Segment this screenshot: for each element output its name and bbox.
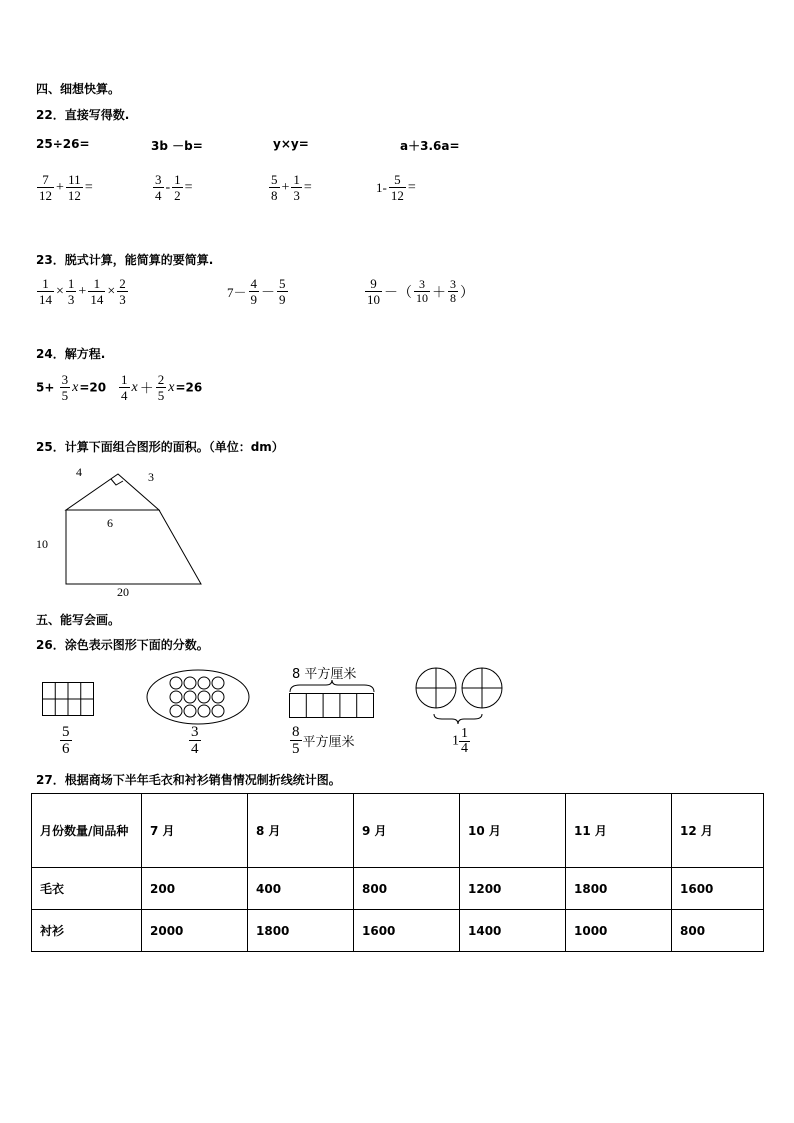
q22-expr-1: 25÷26= <box>36 137 90 151</box>
table-cell: 1800 <box>566 868 672 910</box>
table-header-row <box>32 794 764 868</box>
top-brace <box>290 680 374 692</box>
table-row <box>32 868 764 910</box>
q24-equation-2: $\frac{1}{4}$ x ＋ $\frac{2}{5}$ x=26 <box>121 372 203 403</box>
table-header-cell: 9 月 <box>354 794 460 868</box>
triangle-shape <box>66 474 159 510</box>
q25-composite-figure <box>30 460 220 600</box>
table-cell: 2000 <box>142 910 248 952</box>
table-row <box>32 910 764 952</box>
label-bottom: 20 <box>117 585 129 599</box>
table-cell: 1000 <box>566 910 672 952</box>
bottom-brace <box>434 714 482 724</box>
table-cell: 800 <box>354 868 460 910</box>
q24-equation-1: 5+ $\frac{3}{5}$ x=20 <box>36 372 107 403</box>
trapezoid-shape <box>66 510 201 584</box>
table-cell: 1600 <box>354 910 460 952</box>
q26-title: 26．涂色表示图形下面的分数。 <box>36 638 209 652</box>
fraction-five-sixths: $\frac{5}{6}$ <box>62 724 70 757</box>
table-header-cell: 11 月 <box>566 794 672 868</box>
q23-expr-3: $\frac{9}{10}$ －（ $\frac{3}{10}$ ＋ $\frac{3}{8}$ ） <box>367 276 474 307</box>
table-cell: 200 <box>142 868 248 910</box>
q23-title: 23．脱式计算，能简算的要简算. <box>36 253 214 267</box>
table-corner-cell: 月份数量/间品种 <box>32 794 142 868</box>
q22-frac-expr-4: 1- $\frac{5}{12}$ = <box>376 172 416 203</box>
q22-frac-expr-3: $\frac{5}{8}$ + $\frac{1}{3}$ = <box>271 172 312 203</box>
q22-expr-2: 3b －b= <box>151 139 203 153</box>
grid-rectangle-figure <box>42 682 96 718</box>
q27-title: 27．根据商场下半年毛衣和衬衫销售情况制折线统计图。 <box>36 773 341 787</box>
area-bar-figure <box>288 680 378 722</box>
fraction-eight-fifths-area: $\frac{8}{5}$ 平方厘米 <box>292 724 355 757</box>
q25-title: 25．计算下面组合图形的面积。（单位：dm） <box>36 440 284 454</box>
two-circles-figure <box>414 666 508 726</box>
table-cell: 1800 <box>248 910 354 952</box>
right-angle-mark <box>111 479 123 485</box>
table-cell: 1600 <box>672 868 764 910</box>
area-top-label: 8 平方厘米 <box>292 667 357 682</box>
table-header-cell: 12 月 <box>672 794 764 868</box>
row-label-cell: 衬衫 <box>32 910 142 952</box>
table-cell: 1200 <box>460 868 566 910</box>
table-cell: 800 <box>672 910 764 952</box>
section-5-heading: 五、能写会画。 <box>36 613 121 627</box>
table-header-cell: 7 月 <box>142 794 248 868</box>
q22-title: 22．直接写得数. <box>36 108 130 122</box>
q23-expr-2: 7－ $\frac{4}{9}$ － $\frac{5}{9}$ <box>227 276 286 307</box>
q23-expr-1: $\frac{1}{14}$ × $\frac{1}{3}$ + $\frac{1}{14}$ × $\frac{2}{3}$ <box>39 276 126 307</box>
fraction-three-quarters: $\frac{3}{4}$ <box>191 724 199 757</box>
label-top-side: 6 <box>107 516 113 530</box>
table-header-cell: 8 月 <box>248 794 354 868</box>
label-left-leg: 4 <box>76 465 82 479</box>
table-header-cell: 10 月 <box>460 794 566 868</box>
q22-expr-3: y×y= <box>273 137 309 151</box>
q22-frac-expr-1: $\frac{7}{12}$ + $\frac{11}{12}$ = <box>39 172 93 203</box>
table-cell: 1400 <box>460 910 566 952</box>
sales-table <box>31 793 764 952</box>
row-label-cell: 毛衣 <box>32 868 142 910</box>
label-right-leg: 3 <box>148 470 154 484</box>
ellipse-circles-figure <box>146 668 252 726</box>
q22-expr-4: a＋3.6a= <box>400 139 460 153</box>
q22-frac-expr-2: $\frac{3}{4}$ - $\frac{1}{2}$ = <box>155 172 193 203</box>
table-cell: 400 <box>248 868 354 910</box>
label-height: 10 <box>36 537 48 551</box>
mixed-fraction-one-and-quarter: 1 $\frac{1}{4}$ <box>452 726 468 756</box>
section-4-heading: 四、细想快算。 <box>36 82 121 96</box>
q24-title: 24．解方程. <box>36 347 106 361</box>
